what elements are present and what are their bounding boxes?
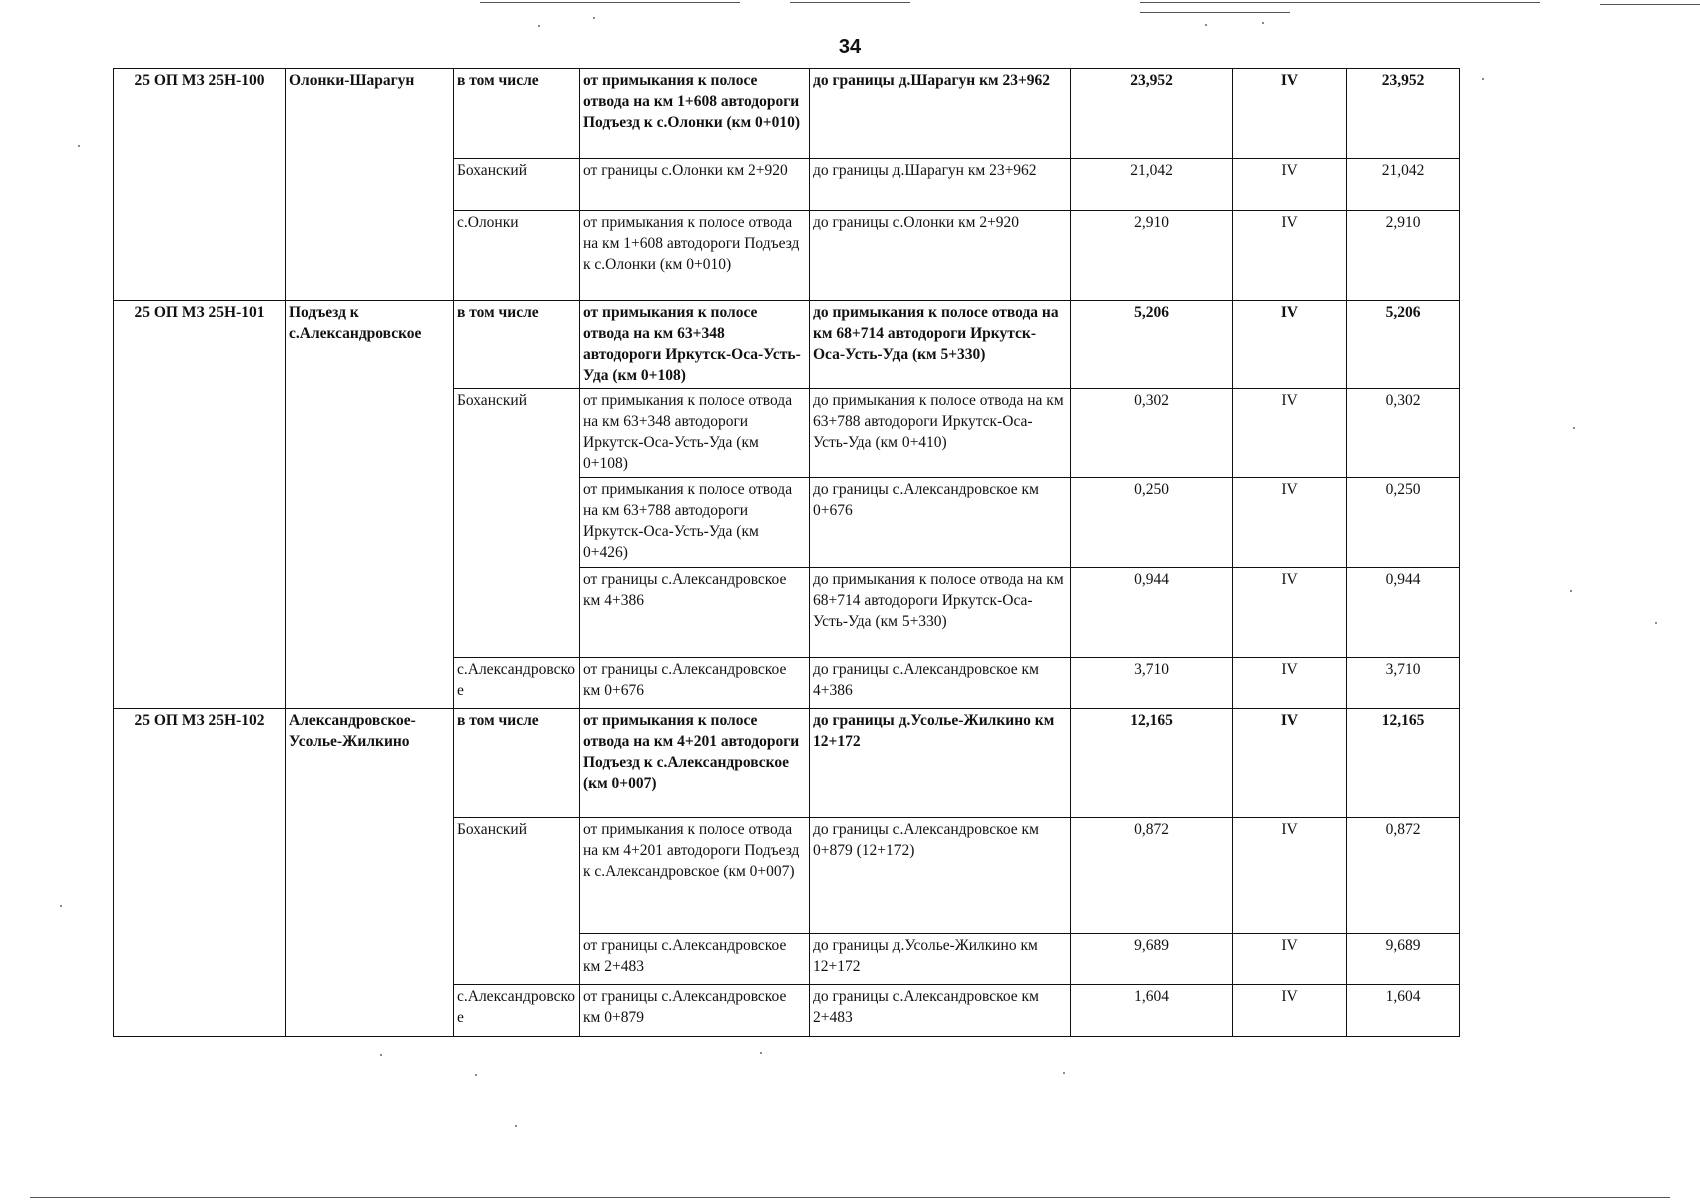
road-category: IV	[1233, 818, 1347, 934]
segment-from: от примыкания к полосе отвода на км 63+348 автодороги Иркутск-Оса-Усть-Уда (км 0+108)	[580, 389, 810, 478]
scan-line-bottom	[30, 1197, 1670, 1198]
road-district: в том числе	[454, 69, 580, 159]
road-category: IV	[1233, 934, 1347, 985]
road-category: IV	[1233, 478, 1347, 568]
scan-line-top	[1600, 4, 1700, 5]
scan-speck	[538, 25, 540, 27]
segment-length: 0,872	[1071, 818, 1233, 934]
segment-length: 2,910	[1071, 211, 1233, 301]
segment-total-length: 12,165	[1347, 709, 1460, 818]
scan-speck	[78, 145, 80, 147]
scan-line-top	[480, 2, 740, 3]
segment-length: 21,042	[1071, 159, 1233, 211]
scan-speck	[1482, 78, 1484, 80]
road-category: IV	[1233, 389, 1347, 478]
segment-length: 0,944	[1071, 568, 1233, 658]
scan-speck	[760, 1052, 762, 1054]
segment-to: до границы с.Александровское км 2+483	[810, 985, 1071, 1037]
segment-from: от примыкания к полосе отвода на км 63+788 автодороги Иркутск-Оса-Усть-Уда (км 0+426)	[580, 478, 810, 568]
road-district: с.Александровское	[454, 658, 580, 709]
segment-length: 0,302	[1071, 389, 1233, 478]
road-code: 25 ОП МЗ 25Н-102	[114, 709, 286, 1037]
page-number: 34	[838, 36, 862, 58]
segment-total-length: 0,872	[1347, 818, 1460, 934]
segment-to: до примыкания к полосе отвода на км 68+714 автодороги Иркутск-Оса-Усть-Уда (км 5+330)	[810, 301, 1071, 389]
roads-table	[113, 68, 1460, 1037]
segment-length: 3,710	[1071, 658, 1233, 709]
segment-total-length: 21,042	[1347, 159, 1460, 211]
road-total-row	[114, 69, 1460, 159]
segment-from: от примыкания к полосе отвода на км 4+201 автодороги Подъезд к с.Александровское (км 0+007)	[580, 709, 810, 818]
segment-from: от границы с.Олонки км 2+920	[580, 159, 810, 211]
segment-length: 23,952	[1071, 69, 1233, 159]
segment-from: от границы с.Александровское км 0+676	[580, 658, 810, 709]
segment-from: от границы с.Александровское км 0+879	[580, 985, 810, 1037]
segment-total-length: 23,952	[1347, 69, 1460, 159]
segment-to: до границы с.Александровское км 4+386	[810, 658, 1071, 709]
segment-from: от примыкания к полосе отвода на км 1+608 автодороги Подъезд к с.Олонки (км 0+010)	[580, 69, 810, 159]
segment-total-length: 0,250	[1347, 478, 1460, 568]
segment-from: от примыкания к полосе отвода на км 4+201 автодороги Подъезд к с.Александровское (км 0+007)	[580, 818, 810, 934]
segment-to: до границы с.Александровское км 0+879 (12+172)	[810, 818, 1071, 934]
segment-to: до границы с.Олонки км 2+920	[810, 211, 1071, 301]
road-name: Олонки-Шарагун	[286, 69, 454, 301]
road-total-row	[114, 709, 1460, 818]
segment-to: до границы д.Шарагун км 23+962	[810, 69, 1071, 159]
segment-to: до границы д.Усолье-Жилкино км 12+172	[810, 934, 1071, 985]
road-district: в том числе	[454, 709, 580, 818]
segment-total-length: 5,206	[1347, 301, 1460, 389]
road-category: IV	[1233, 658, 1347, 709]
road-district: Боханский	[454, 159, 580, 211]
road-district: Боханский	[454, 389, 580, 658]
scan-speck	[1205, 24, 1207, 26]
road-category: IV	[1233, 709, 1347, 818]
segment-to: до примыкания к полосе отвода на км 68+714 автодороги Иркутск-Оса-Усть-Уда (км 5+330)	[810, 568, 1071, 658]
segment-total-length: 2,910	[1347, 211, 1460, 301]
road-category: IV	[1233, 568, 1347, 658]
road-category: IV	[1233, 301, 1347, 389]
scan-line-top	[790, 2, 910, 3]
scan-line-top-right	[1140, 12, 1290, 13]
road-category: IV	[1233, 69, 1347, 159]
segment-from: от примыкания к полосе отвода на км 63+348 автодороги Иркутск-Оса-Усть-Уда (км 0+108)	[580, 301, 810, 389]
road-category: IV	[1233, 211, 1347, 301]
road-code: 25 ОП МЗ 25Н-100	[114, 69, 286, 301]
segment-to: до границы д.Усолье-Жилкино км 12+172	[810, 709, 1071, 818]
segment-to: до границы д.Шарагун км 23+962	[810, 159, 1071, 211]
segment-to: до примыкания к полосе отвода на км 63+788 автодороги Иркутск-Оса-Усть-Уда (км 0+410)	[810, 389, 1071, 478]
segment-length: 5,206	[1071, 301, 1233, 389]
segment-total-length: 0,302	[1347, 389, 1460, 478]
scan-speck	[593, 17, 595, 19]
scan-line-top	[1140, 2, 1540, 3]
segment-total-length: 3,710	[1347, 658, 1460, 709]
segment-from: от примыкания к полосе отвода на км 1+608 автодороги Подъезд к с.Олонки (км 0+010)	[580, 211, 810, 301]
road-category: IV	[1233, 985, 1347, 1037]
scan-speck	[515, 1125, 517, 1127]
road-name: Александровское-Усолье-Жилкино	[286, 709, 454, 1037]
road-total-row	[114, 301, 1460, 389]
segment-length: 12,165	[1071, 709, 1233, 818]
scan-speck	[1262, 22, 1264, 24]
segment-total-length: 9,689	[1347, 934, 1460, 985]
scan-speck	[475, 1074, 477, 1076]
road-code: 25 ОП МЗ 25Н-101	[114, 301, 286, 709]
road-category: IV	[1233, 159, 1347, 211]
segment-total-length: 0,944	[1347, 568, 1460, 658]
road-district: с.Олонки	[454, 211, 580, 301]
segment-length: 1,604	[1071, 985, 1233, 1037]
scan-speck	[1573, 427, 1575, 429]
segment-length: 9,689	[1071, 934, 1233, 985]
segment-length: 0,250	[1071, 478, 1233, 568]
road-district: в том числе	[454, 301, 580, 389]
road-district: с.Александровское	[454, 985, 580, 1037]
segment-from: от границы с.Александровское км 4+386	[580, 568, 810, 658]
road-district: Боханский	[454, 818, 580, 985]
scan-speck	[1063, 1072, 1065, 1074]
segment-total-length: 1,604	[1347, 985, 1460, 1037]
segment-from: от границы с.Александровское км 2+483	[580, 934, 810, 985]
scan-speck	[380, 1054, 382, 1056]
roads-table-body	[114, 69, 1460, 1037]
scan-speck	[60, 905, 62, 907]
scan-speck	[1570, 590, 1572, 592]
scan-speck	[1655, 622, 1657, 624]
segment-to: до границы с.Александровское км 0+676	[810, 478, 1071, 568]
road-name: Подъезд к с.Александровское	[286, 301, 454, 709]
